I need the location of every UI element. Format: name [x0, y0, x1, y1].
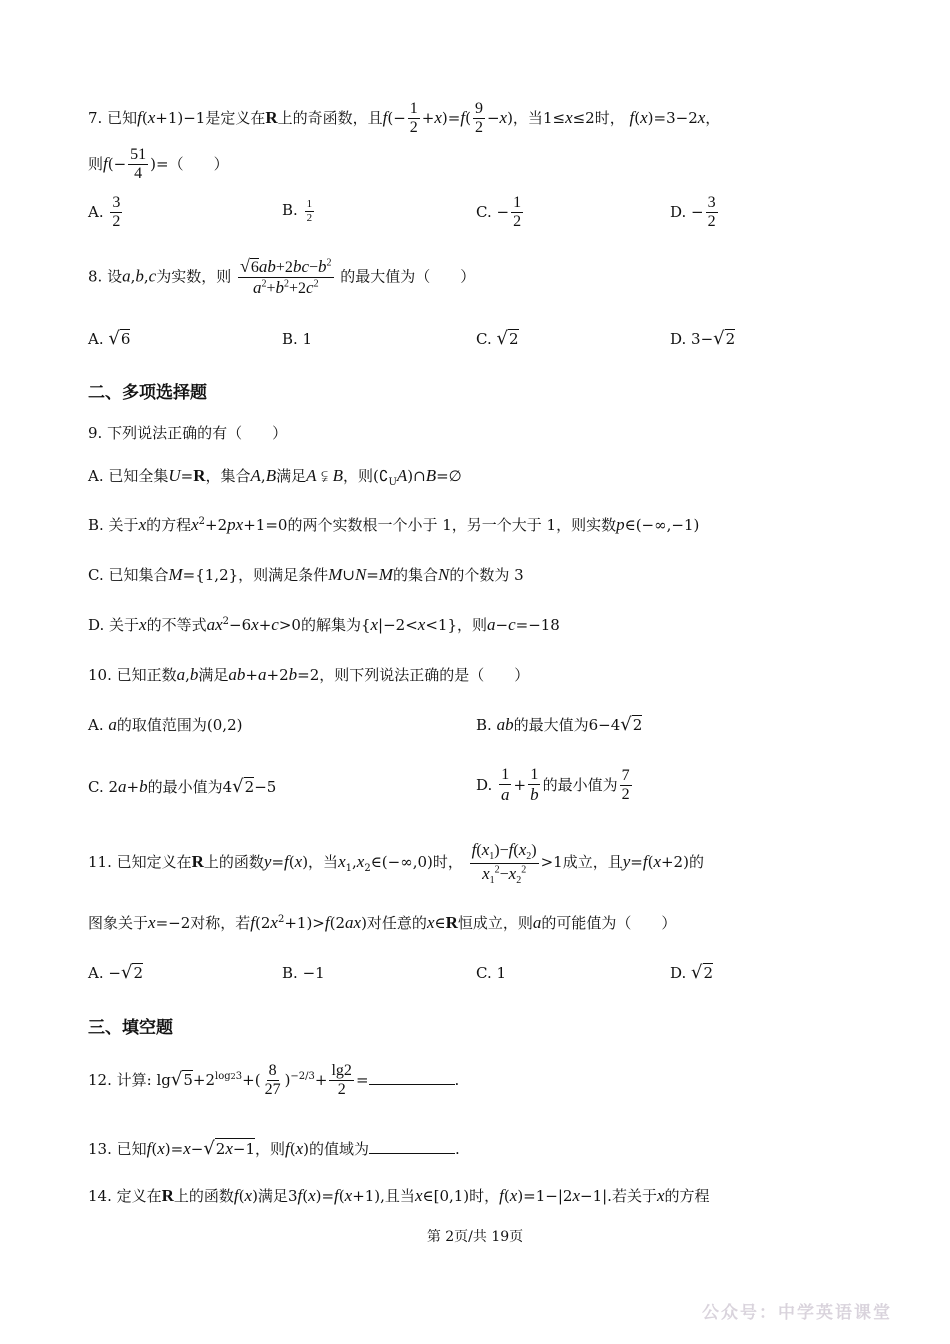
q13-answer-blank[interactable]	[369, 1139, 455, 1154]
q12-line: 12. 计算: $\lg√5+2^{log23}+$( $\frac{8}{27}$ )$^{-2/3}$+ $\frac{\lg 2}{2}$ = .	[88, 1062, 460, 1099]
q11-option-b[interactable]: B. −1	[282, 964, 325, 982]
q9-option-b[interactable]: B. 关于x的方程$x^2+2px+1=0$的两个实数根一个小于 1，另一个大于 1，则实数p∈(−∞,−1)	[88, 515, 700, 534]
q9-option-d[interactable]: D. 关于x的不等式$ax^2-6x+c>0$的解集为{x|−2<x<1}，则a−c=−18	[88, 615, 560, 634]
q7-number: 7.	[88, 108, 103, 127]
q7-line-2: 则f(− $\frac{51}{4}$ )=（ ）	[88, 146, 229, 183]
watermark: 公众号：中学英语课堂	[702, 1303, 892, 1323]
q10-option-b[interactable]: B. ab的最大值为6−4√2	[476, 714, 643, 735]
q12-answer-blank[interactable]	[369, 1070, 455, 1085]
q8-option-c[interactable]: C. √2	[476, 328, 519, 349]
q10-option-d[interactable]: D. $\frac{1}{a}$ + $\frac{1}{b}$ 的最小值为 $\frac{7}{2}$	[476, 766, 630, 805]
q8-option-b[interactable]: B. 1	[282, 330, 313, 348]
q11-option-c[interactable]: C. 1	[476, 964, 507, 982]
q13-line: 13. 已知f(x)=x−√2x−1，则f(x)的值域为 .	[88, 1138, 460, 1159]
q9-stem: 9. 下列说法正确的有（ ）	[88, 424, 288, 442]
q8-option-a[interactable]: A. √6	[88, 328, 131, 349]
q7-option-c[interactable]: C. − $\frac{1}{2}$	[476, 194, 522, 231]
q9-option-c[interactable]: C. 已知集合M={1,2}，则满足条件M∪N=M的集合N的个数为 3	[88, 565, 524, 584]
section-3-title: 三、填空题	[88, 1018, 173, 1038]
q7-line-1: 7. 已知f(x+1)−1是定义在R上的奇函数，且f(− $\frac{1}{2}$ +x)=f( $\frac{9}{2}$ −x)，当1≤x≤2时， f(x)=3−2x，	[88, 100, 721, 137]
q11-line-2: 图象关于x=−2对称，若$f(2x^2+1)>f(2ax)$对任意的x∈R恒成立，则a的可能值为（ ）	[88, 913, 677, 932]
section-2-title: 二、多项选择题	[88, 383, 207, 403]
q14-line: 14. 定义在R上的函数f(x)满足3f(x)=f(x+1),且当x∈[0,1)时，f(x)=1−|2x−1|.若关于x的方程	[88, 1186, 710, 1205]
q8-number: 8.	[88, 267, 103, 286]
page-footer: 第 2页/共 19页	[426, 1229, 524, 1245]
q10-option-a[interactable]: A. a的取值范围为(0,2)	[88, 715, 243, 734]
q7-option-d[interactable]: D. − $\frac{3}{2}$	[670, 194, 716, 231]
q8-line: 8. 设a,b,c为实数，则 $\frac{√6ab+2bc-b^2}{a^2+b^2+2c^2}$ 的最大值为（ ）	[88, 256, 476, 298]
q10-option-c[interactable]: C. 2a+b的最小值为4√2−5	[88, 776, 277, 797]
q11-option-d[interactable]: D. √2	[670, 962, 714, 983]
q9-option-a[interactable]: A. 已知全集U=R，集合A,B满足A ⫋ B，则$(∁_UA)\cap B=\emptyset$	[88, 466, 462, 488]
q7-option-b[interactable]: B. $\frac{1}{2}$	[282, 198, 313, 224]
q11-option-a[interactable]: A. −√2	[88, 962, 143, 983]
q7-option-a[interactable]: A. $\frac{3}{2}$	[88, 194, 121, 231]
q10-stem: 10. 已知正数a,b满足ab+a+2b=2，则下列说法正确的是（ ）	[88, 665, 530, 684]
q8-option-d[interactable]: D. 3−√2	[670, 328, 736, 349]
q11-line-1: 11. 已知定义在R上的函数y=f(x)，当$x_1,x_2\in(-\infty,0)$时， $\frac{f(x_1)-f(x_2)}{x_1^2-x_2^2}$ >1成立，且y=f(x+2)的	[88, 840, 704, 886]
